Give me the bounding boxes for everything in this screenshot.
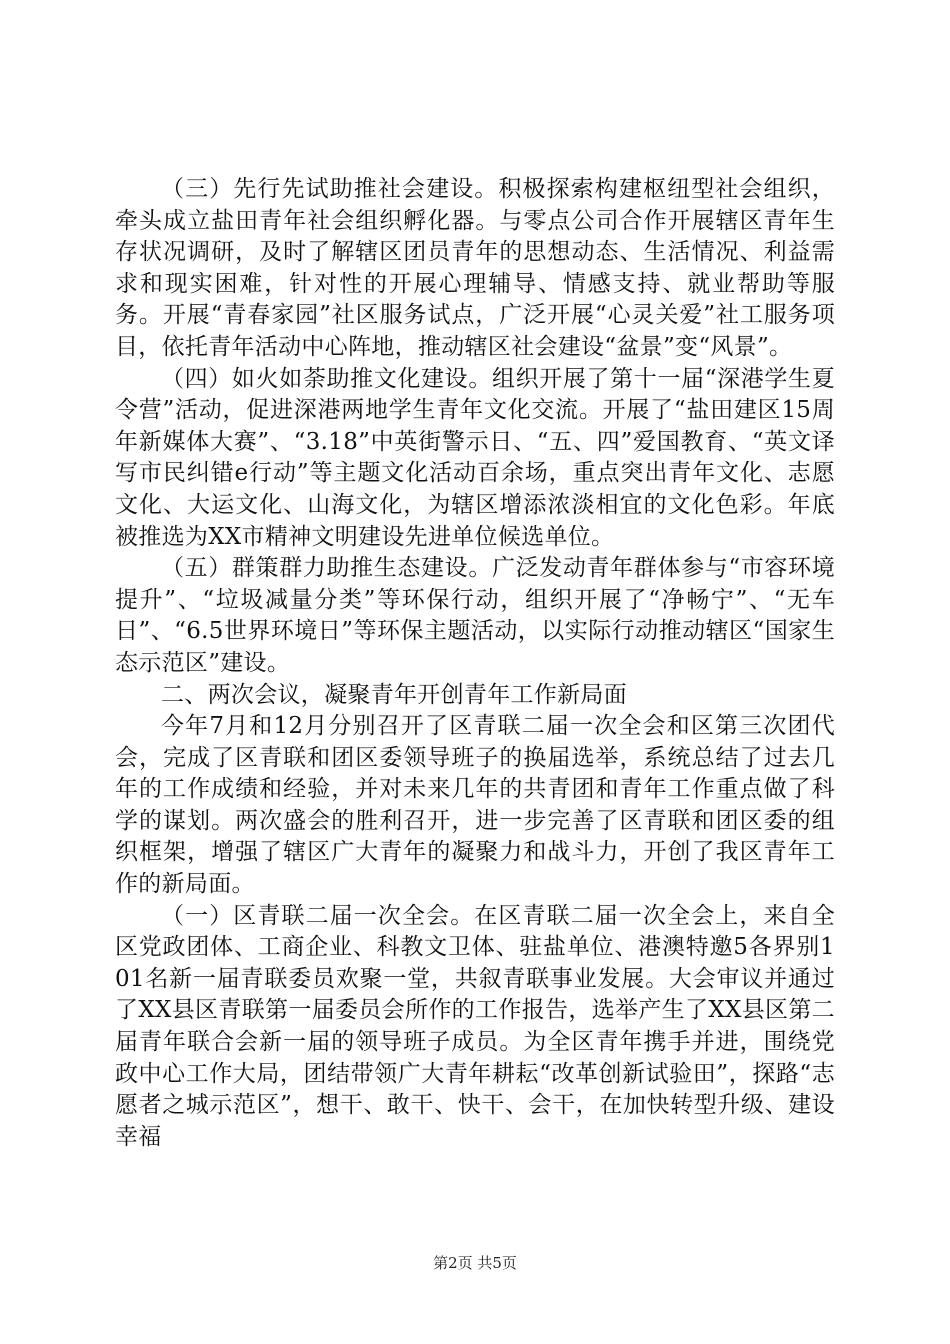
paragraph-cultural-construction: （四）如火如荼助推文化建设。组织开展了第十一届“深港学生夏令营”活动，促进深港两地学生青年文化交流。开展了“盐田建区15周年新媒体大赛”、“3.18”中英街警示日、“五、四”爱国教育、“英文译写市民纠错e行动”等主题文化活动百余场，重点突出青年文化、志愿文化、大运文化、山海文化，为辖区增添浓淡相宜的文化色彩。年底被推选为XX市精神文明建设先进单位候选单位。 xyxy=(115,365,835,550)
paragraph-youth-federation-meeting: （一）区青联二届一次全会。在区青联二届一次全会上，来自全区党政团体、工商企业、科教文卫体、驻盐单位、港澳特邀5各界别101名新一届青联委员欢聚一堂，共叙青联事业发展。大会审议并通过了XX县区青联第一届委员会所作的工作报告，选举产生了XX县区第二届青年联合会新一届的领导班子成员。为全区青年携手并进，围绕党政中心工作大局，团结带领广大青年耕耘“改革创新试验田”，探路“志愿者之城示范区”，想干、敢干、快干、会干，在加快转型升级、建设幸福 xyxy=(115,902,835,1150)
paragraph-ecological-construction: （五）群策群力助推生态建设。广泛发动青年群体参与“市容环境提升”、“垃圾减量分类”等环保行动，组织开展了“净畅宁”、“无车日”、“6.5世界环境日”等环保主题活动，以实际行动推动辖区“国家生态示范区”建设。 xyxy=(115,555,835,676)
section-heading: 二、两次会议，凝聚青年开创青年工作新局面 xyxy=(161,681,627,708)
paragraph-two-meetings: 今年7月和12月分别召开了区青联二届一次全会和区第三次团代会，完成了区青联和团区委领导班子的换届选举，系统总结了过去几年的工作成绩和经验，并对未来几年的共青团和青年工作重点做了科学的谋划。两次盛会的胜利召开，进一步完善了区青联和团区委的组织框架，增强了辖区广大青年的凝聚力和战斗力，开创了我区青年工作的新局面。 xyxy=(115,713,835,898)
document-body xyxy=(115,174,835,1153)
paragraph-social-construction: （三）先行先试助推社会建设。积极探索构建枢纽型社会组织，牵头成立盐田青年社会组织孵化器。与零点公司合作开展辖区青年生存状况调研，及时了解辖区团员青年的思想动态、生活情况、利益需求和现实困难，针对性的开展心理辅导、情感支持、就业帮助等服务。开展“青春家园”社区服务试点，广泛开展“心灵关爱”社工服务项目，依托青年活动中心阵地，推动辖区社会建设“盆景”变“风景”。 xyxy=(115,176,835,360)
page-footer: 第2页 共5页 xyxy=(433,1254,517,1272)
